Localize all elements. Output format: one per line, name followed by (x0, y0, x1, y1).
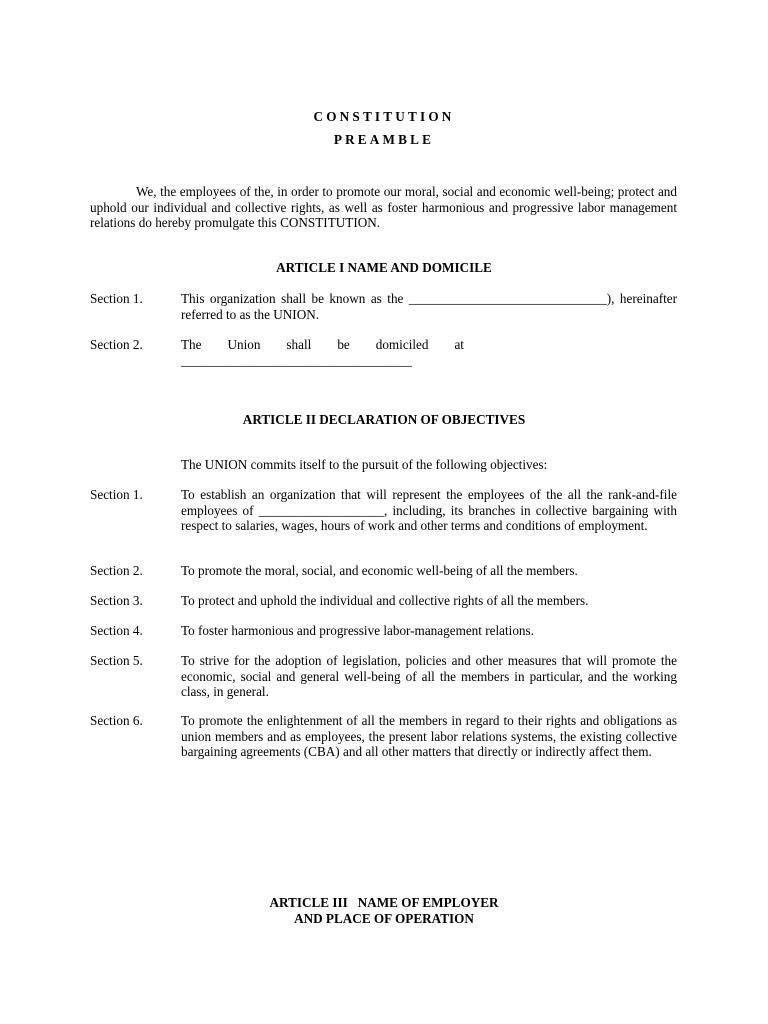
word: shall (286, 337, 312, 352)
word: domiciled (375, 337, 429, 352)
domicile-blank: ___________________________________ (181, 352, 412, 368)
article-2-section-1-text: To establish an organization that will represent the employees of the all the rank-and-file employees of ___________________, including, its branches in collective bargaining with respect to salaries, wages, hours of work and other terms and conditions of employment. (181, 487, 677, 533)
article-2-section-1-label: Section 1. (90, 487, 143, 502)
article-2-section-5-label: Section 5. (90, 653, 143, 668)
article-2-section-4-label: Section 4. (90, 623, 143, 638)
article-1-section-1-text: This organization shall be known as the ______________________________), hereinafter referred to as the UNION. (181, 291, 677, 322)
article-2-section-2-text: To promote the moral, social, and economic well-being of all the members. (181, 563, 578, 578)
article-2-section-5-text: To strive for the adoption of legislation, policies and other measures that will promote the economic, social and general well-being of all the members in particular, and the working class, in general. (181, 653, 677, 699)
article-2-section-2-label: Section 2. (90, 563, 143, 578)
article-2-intro: The UNION commits itself to the pursuit of the following objectives: (181, 457, 548, 472)
preamble-paragraph: We, the employees of the, in order to promote our moral, social and economic well-being; protect and uphold our individual and collective rights, as well as foster harmonious and progressive labor management relations do hereby promulgate this CONSTITUTION. (90, 184, 677, 230)
document-title: CONSTITUTION (313, 109, 455, 124)
article-2-heading: ARTICLE II DECLARATION OF OBJECTIVES (242, 412, 526, 427)
article-3-heading-line-2: AND PLACE OF OPERATION (294, 911, 474, 926)
word: at (454, 337, 464, 352)
article-1-section-1-label: Section 1. (90, 291, 143, 306)
preamble-heading: PREAMBLE (333, 132, 435, 147)
domicile-words (181, 337, 464, 353)
article-2-section-6-text: To promote the enlightenment of all the members in regard to their rights and obligations as union members and as employees, the present labor relations systems, the existing collective bargaining agreements (CBA) and all other matters that directly or indirectly affect them. (181, 713, 677, 759)
article-1-section-2-text (181, 337, 677, 368)
article-1-section-2-label: Section 2. (90, 337, 143, 352)
article-3-heading-line-1: ARTICLE III NAME OF EMPLOYER (269, 895, 499, 910)
article-1-heading: ARTICLE I NAME AND DOMICILE (276, 260, 492, 275)
word: be (337, 337, 350, 352)
article-2-section-6-label: Section 6. (90, 713, 143, 728)
article-2-section-3-label: Section 3. (90, 593, 143, 608)
word: The (181, 337, 202, 352)
word: Union (227, 337, 261, 352)
article-2-section-4-text: To foster harmonious and progressive labor-management relations. (181, 623, 534, 638)
article-2-section-3-text: To protect and uphold the individual and collective rights of all the members. (181, 593, 589, 608)
